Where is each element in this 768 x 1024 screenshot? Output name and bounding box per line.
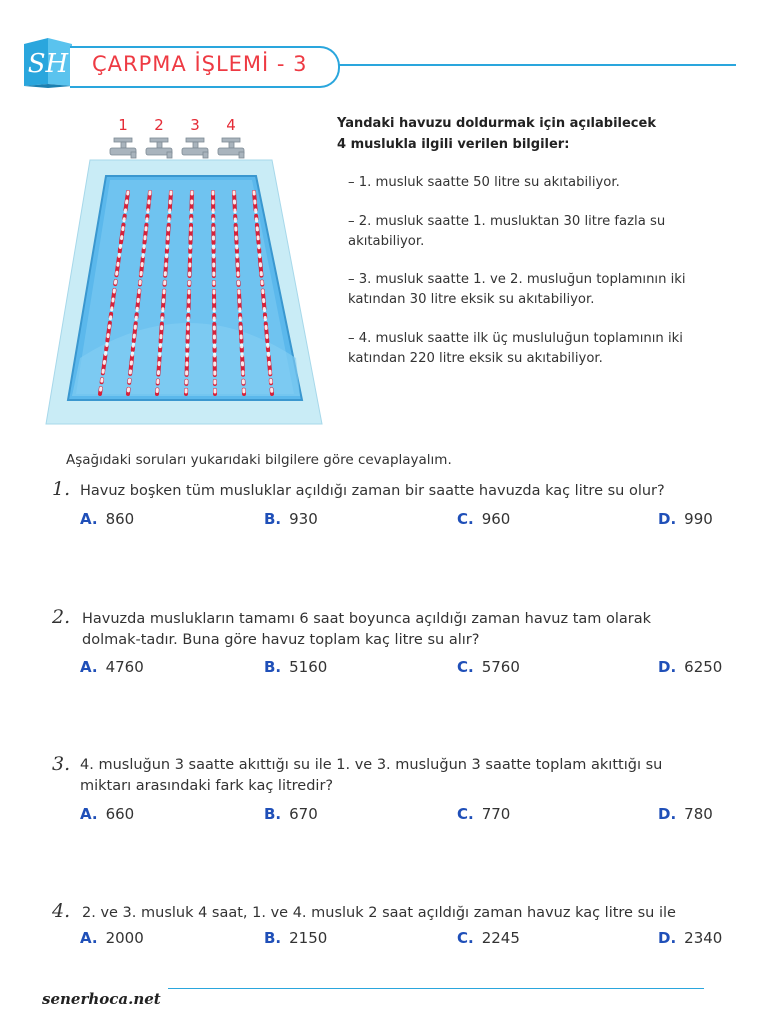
option-c[interactable] xyxy=(457,805,510,823)
info-item-1: – 1. musluk saatte 50 litre su akıtabiliyor. xyxy=(348,175,620,190)
option-letter: B. xyxy=(264,929,282,947)
info-heading-line2: 4 muslukla ilgili verilen bilgiler: xyxy=(337,137,570,152)
option-b[interactable] xyxy=(264,929,327,947)
option-value: 660 xyxy=(105,805,135,823)
faucet-number: 4 xyxy=(226,116,236,134)
footer-site[interactable]: senerhoca.net xyxy=(42,990,161,1008)
option-a[interactable] xyxy=(80,510,134,528)
option-c[interactable] xyxy=(457,510,510,528)
option-letter: D. xyxy=(658,658,677,676)
option-letter: C. xyxy=(457,929,474,947)
faucet-icon xyxy=(110,138,136,158)
option-value: 670 xyxy=(289,805,318,823)
info-heading-line1: Yandaki havuzu doldurmak için açılabilecek xyxy=(337,116,656,131)
option-letter: B. xyxy=(264,805,282,823)
question-text: 4. musluğun 3 saatte akıttığı su ile 1. ve 3. musluğun 3 saatte toplam akıttığı su miktarı arasındaki fark kaç litredir? xyxy=(80,757,663,794)
question-number: 4. xyxy=(52,900,71,922)
option-value: 960 xyxy=(481,510,511,528)
faucet-icon xyxy=(182,138,208,158)
footer-divider xyxy=(168,988,704,989)
option-letter: A. xyxy=(80,929,98,947)
option-letter: A. xyxy=(80,510,98,528)
page-title: ÇARPMA İŞLEMİ - 3 xyxy=(92,52,308,76)
option-value: 2000 xyxy=(105,929,144,947)
option-value: 770 xyxy=(481,805,511,823)
option-value: 2340 xyxy=(684,929,723,947)
option-letter: C. xyxy=(457,658,474,676)
faucet-icon xyxy=(218,138,244,158)
pool-illustration xyxy=(40,108,330,428)
option-d[interactable] xyxy=(658,805,713,823)
option-letter: C. xyxy=(457,805,474,823)
option-a[interactable] xyxy=(80,929,144,947)
option-letter: B. xyxy=(264,510,282,528)
option-letter: D. xyxy=(658,510,677,528)
faucet-number: 1 xyxy=(118,116,128,134)
option-value: 5760 xyxy=(481,658,520,676)
question-number: 1. xyxy=(52,478,71,500)
option-value: 930 xyxy=(289,510,318,528)
option-a[interactable] xyxy=(80,805,134,823)
info-item-4: – 4. musluk saatte ilk üç musluluğun toplamının iki katından 220 litre eksik su akıtabiliyor. xyxy=(348,331,683,366)
question-text: Havuz boşken tüm musluklar açıldığı zaman bir saatte havuzda kaç litre su olur? xyxy=(80,483,665,499)
option-value: 990 xyxy=(684,510,713,528)
option-a[interactable] xyxy=(80,658,144,676)
option-letter: C. xyxy=(457,510,474,528)
option-letter: A. xyxy=(80,805,98,823)
option-value: 5160 xyxy=(289,658,328,676)
option-value: 6250 xyxy=(684,658,723,676)
faucet-icon xyxy=(146,138,172,158)
option-b[interactable] xyxy=(264,658,327,676)
book-logo-icon xyxy=(20,36,76,88)
option-letter: B. xyxy=(264,658,282,676)
option-letter: D. xyxy=(658,929,677,947)
option-value: 2150 xyxy=(289,929,328,947)
info-heading xyxy=(337,113,737,155)
question-number: 2. xyxy=(52,606,71,628)
option-d[interactable] xyxy=(658,510,713,528)
faucet-number: 2 xyxy=(154,116,164,134)
option-c[interactable] xyxy=(457,929,520,947)
question-number: 3. xyxy=(52,753,71,775)
instruction-text: Aşağıdaki soruları yukarıdaki bilgilere göre cevaplayalım. xyxy=(66,452,452,468)
option-letter: D. xyxy=(658,805,677,823)
option-b[interactable] xyxy=(264,805,318,823)
header-divider xyxy=(338,64,736,66)
option-d[interactable] xyxy=(658,658,722,676)
option-letter: A. xyxy=(80,658,98,676)
option-value: 4760 xyxy=(105,658,144,676)
question-text: 2. ve 3. musluk 4 saat, 1. ve 4. musluk 2 saat açıldığı zaman havuz kaç litre su ile xyxy=(82,905,676,921)
option-value: 780 xyxy=(684,805,713,823)
info-item-2: – 2. musluk saatte 1. musluktan 30 litre fazla su akıtabiliyor. xyxy=(348,214,666,249)
option-c[interactable] xyxy=(457,658,520,676)
option-b[interactable] xyxy=(264,510,318,528)
info-item-3: – 3. musluk saatte 1. ve 2. musluğun toplamının iki katından 30 litre eksik su akıtabiliyor. xyxy=(348,272,686,307)
option-value: 2245 xyxy=(481,929,520,947)
question-text: Havuzda muslukların tamamı 6 saat boyunca açıldığı zaman havuz tam olarak dolmak-tadır. Buna göre havuz toplam kaç litre su alır? xyxy=(82,611,652,648)
option-d[interactable] xyxy=(658,929,722,947)
logo-text: SH xyxy=(27,49,69,79)
faucet-number: 3 xyxy=(190,116,200,134)
option-value: 860 xyxy=(105,510,135,528)
